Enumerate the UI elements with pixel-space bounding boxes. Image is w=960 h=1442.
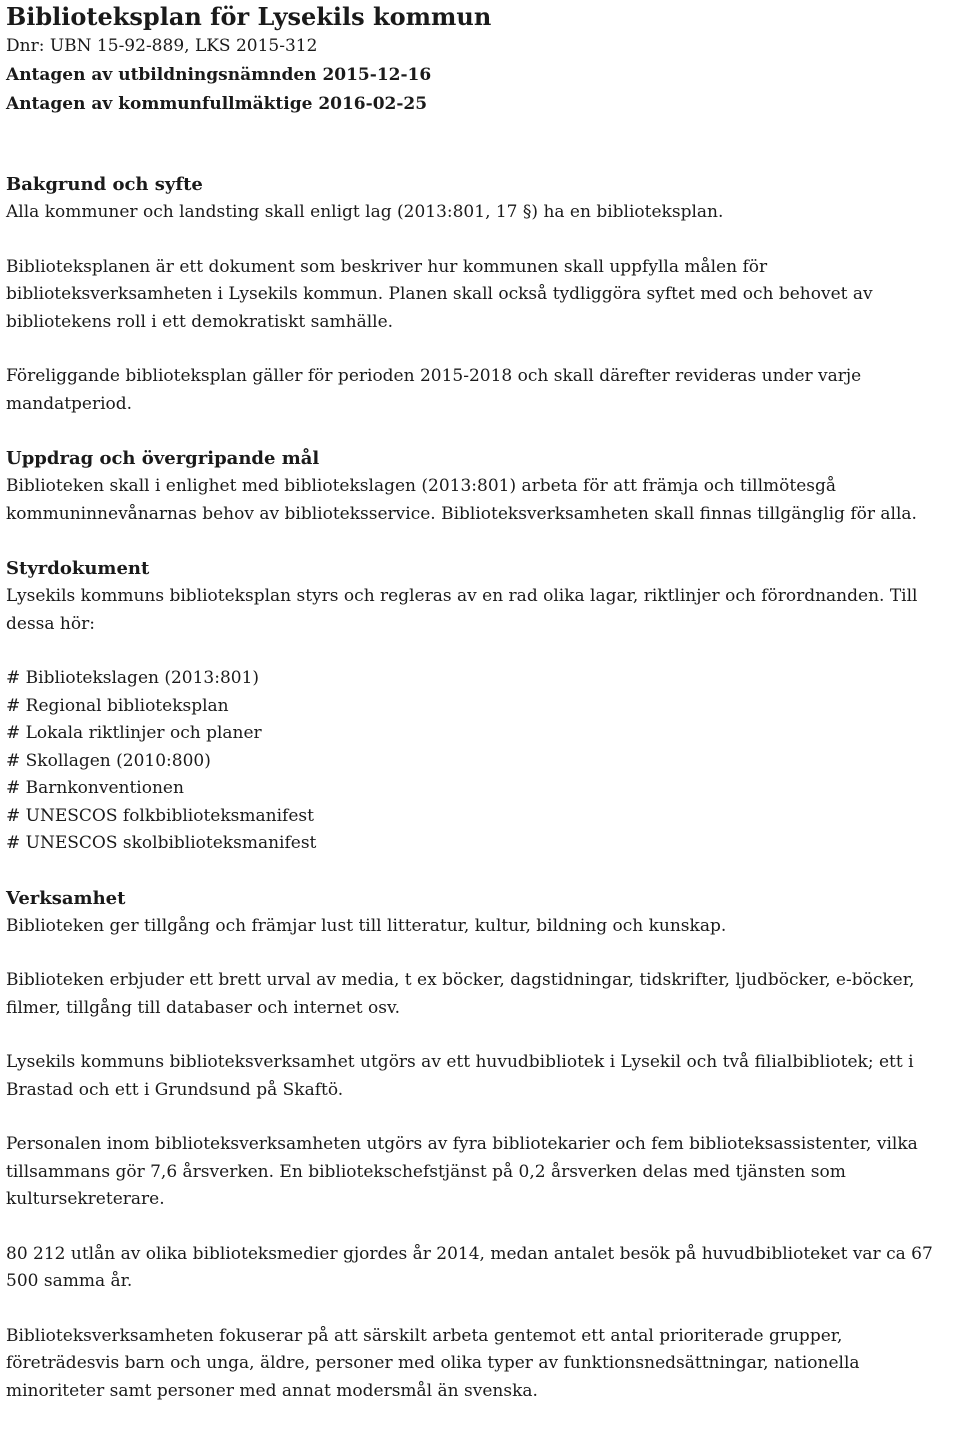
governance-paragraph-1: Lysekils kommuns biblioteksplan styrs och regleras av en rad olika lagar, riktlinjer och förordnanden. Till dessa hör: [6,586,918,634]
document-title: Biblioteksplan för Lysekils kommun [6,2,492,31]
operations-paragraph-2: Biblioteken erbjuder ett brett urval av media, t ex böcker, dagstidningar, tidskrifter, ljudböcker, e-böcker, filmer, tillgång till databaser och internet osv. [6,970,915,1018]
list-item: # Bibliotekslagen (2013:801) [6,668,260,688]
document-page [6,0,954,1405]
governing-documents-list [6,665,954,858]
section-heading-mission: Uppdrag och övergripande mål [6,448,320,469]
list-item: # Regional biblioteksplan [6,695,229,716]
list-item: # UNESCOS skolbiblioteksmanifest [6,833,317,853]
operations-paragraph-1: Biblioteken ger tillgång och främjar lust till litteratur, kultur, bildning och kunskap. [6,915,727,936]
list-item: # Barnkonventionen [6,778,184,798]
adoption-note-council: Antagen av kommunfullmäktige 2016-02-25 [6,94,428,114]
background-paragraph-2: Biblioteksplanen är ett dokument som beskriver hur kommunen skall uppfylla målen för biblioteksverksamheten i Lysekils kommun. Planen skall också tydliggöra syftet med och behovet av bibliotekens roll i ett demokratiskt samhälle. [6,256,873,332]
list-item: # Lokala riktlinjer och planer [6,723,262,743]
background-paragraph-1: Alla kommuner och landsting skall enligt lag (2013:801, 17 §) ha en biblioteksplan. [6,202,724,222]
operations-paragraph-4: Personalen inom biblioteksverksamheten utgörs av fyra bibliotekarier och fem biblioteksassistenter, vilka tillsammans gör 7,6 årsverken. En bibliotekschefstjänst på 0,2 årsverken delas med tjänsten som kultursekreterare. [6,1134,918,1209]
mission-paragraph-1: Biblioteken skall i enlighet med bibliotekslagen (2013:801) arbeta för att främja och tillmötesgå kommuninnevånarnas behov av biblioteksservice. Biblioteksverksamheten skall finnas tillgänglig för alla. [6,476,917,524]
section-heading-operations: Verksamhet [6,887,126,909]
list-item: # Skollagen (2010:800) [6,750,211,771]
document-reference: Dnr: UBN 15-92-889, LKS 2015-312 [6,36,318,56]
section-heading-background: Bakgrund och syfte [6,174,203,195]
operations-paragraph-3: Lysekils kommuns biblioteksverksamhet utgörs av ett huvudbibliotek i Lysekil och två filialbibliotek; ett i Brastad och ett i Grundsund på Skaftö. [6,1052,914,1100]
operations-paragraph-6: Biblioteksverksamheten fokuserar på att särskilt arbeta gentemot ett antal prioriterade grupper, företrädesvis barn och unga, äldre, personer med olika typer av funktionsnedsättningar, nationella minoriteter samt personer med annat modersmål än svenska. [6,1325,860,1401]
background-paragraph-3: Föreliggande biblioteksplan gäller för perioden 2015-2018 och skall därefter revideras under varje mandatperiod. [6,366,862,414]
operations-paragraph-5: 80 212 utlån av olika biblioteksmedier gjordes år 2014, medan antalet besök på huvudbiblioteket var ca 67 500 samma år. [6,1243,933,1291]
section-heading-governance: Styrdokument [6,558,150,579]
adoption-note-board: Antagen av utbildningsnämnden 2015-12-16 [6,65,432,85]
list-item: # UNESCOS folkbiblioteksmanifest [6,805,314,826]
